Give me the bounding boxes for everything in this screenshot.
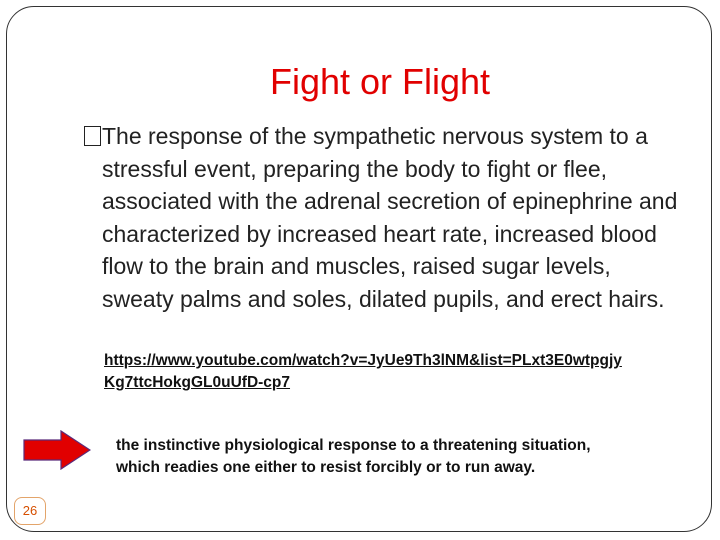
- bullet-paragraph: [84, 120, 684, 316]
- slide-title: Fight or Flight: [269, 61, 491, 102]
- bullet-box-icon: [84, 126, 101, 146]
- slide-number: 26: [14, 497, 46, 525]
- bullet-text: The response of the sympathetic nervous system to a stressful event, preparing the body to fight or flee, associated with the adrenal secretion of epinephrine and characterized by increased heart rate, increased blood flow to the brain and muscles, raised sugar levels, sweaty palms and soles, dilated pupils, and erect hairs.: [102, 123, 678, 312]
- right-arrow-icon: [23, 430, 91, 470]
- bullet-row: [84, 120, 684, 316]
- youtube-link[interactable]: https://www.youtube.com/watch?v=JyUe9Th3lNM&list=PLxt3E0wtpgjyKg7ttcHokgGL0uUfD-cp7: [104, 352, 622, 391]
- definition-note: the instinctive physiological response to a threatening situation, which readies one either to resist forcibly or to run away.: [116, 437, 591, 476]
